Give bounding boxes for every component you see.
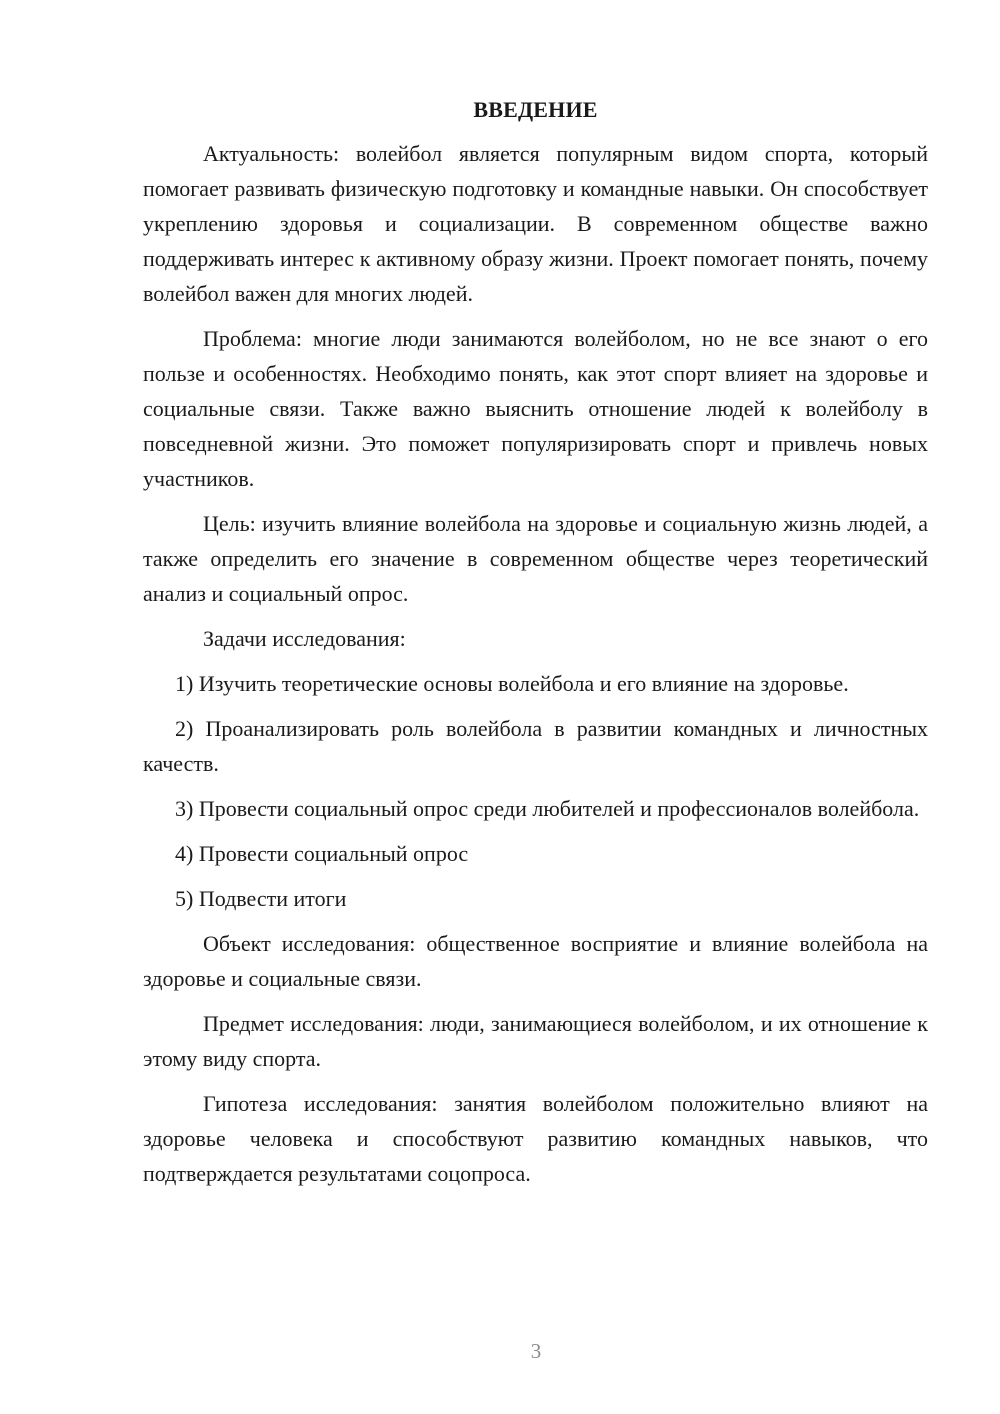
object-paragraph: Объект исследования: общественное восприятие и влияние волейбола на здоровье и социальные связи. [143, 931, 928, 991]
subject-paragraph: Предмет исследования: люди, занимающиеся волейболом, и их отношение к этому виду спорта. [143, 1011, 928, 1071]
hypothesis-paragraph: Гипотеза исследования: занятия волейболом положительно влияют на здоровье человека и способствуют развитию командных навыков, что подтверждается результатами соцопроса. [143, 1091, 928, 1186]
task-item-1: 1) Изучить теоретические основы волейбола и его влияние на здоровье. [175, 671, 849, 696]
tasks-heading: Задачи исследования: [203, 626, 406, 651]
page-number: 3 [530, 1339, 542, 1363]
goal-paragraph: Цель: изучить влияние волейбола на здоровье и социальную жизнь людей, а также определить его значение в современном обществе через теоретический анализ и социальный опрос. [143, 511, 928, 606]
relevance-paragraph: Актуальность: волейбол является популярным видом спорта, который помогает развивать физическую подготовку и командные навыки. Он способствует укреплению здоровья и социализации. В современном обществе важно поддерживать интерес к активному образу жизни. Проект помогает понять, почему волейбол важен для многих людей. [143, 141, 928, 306]
task-item-2: 2) Проанализировать роль волейбола в развитии командных и личностных качеств. [143, 716, 928, 776]
task-item-5: 5) Подвести итоги [175, 886, 347, 911]
task-item-4: 4) Провести социальный опрос [175, 841, 469, 866]
page-heading: ВВЕДЕНИЕ [473, 97, 598, 122]
task-item-3: 3) Провести социальный опрос среди любителей и профессионалов волейбола. [175, 796, 920, 821]
page-content [143, 92, 928, 1201]
problem-paragraph: Проблема: многие люди занимаются волейболом, но не все знают о его пользе и особенностях. Необходимо понять, как этот спорт влияет на здоровье и социальные связи. Также важно выяснить отношение людей к волейболу в повседневной жизни. Это поможет популяризировать спорт и привлечь новых участников. [143, 326, 928, 491]
